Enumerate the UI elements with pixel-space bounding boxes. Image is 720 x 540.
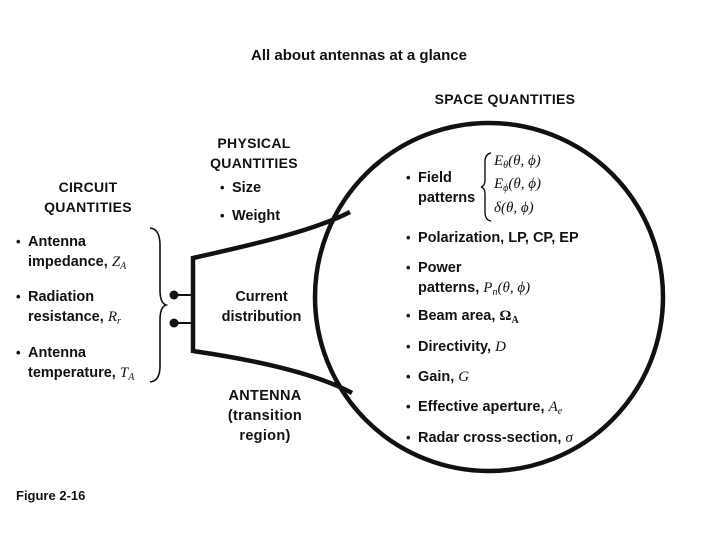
bullet: • <box>406 399 411 414</box>
bullet: • <box>220 180 225 195</box>
temperature-line-1: Antenna <box>28 345 86 361</box>
current-line-1: Current <box>235 289 288 305</box>
physical-size-label: Size <box>232 180 262 196</box>
radar-cross-section-item <box>406 428 573 448</box>
bullet: • <box>406 430 411 445</box>
bullet: • <box>406 308 411 323</box>
impedance-symbol: $Z_A$ <box>111 254 127 272</box>
physical-item-size <box>220 178 262 198</box>
current-distribution-label <box>204 287 319 327</box>
bullet: • <box>16 289 21 304</box>
terminal-dot-top <box>170 291 179 300</box>
bullet: • <box>406 339 411 354</box>
bullet: • <box>406 170 411 185</box>
power-patterns-line-1: Power <box>418 260 462 276</box>
power-patterns-line-2: patterns, <box>418 280 480 296</box>
radar-cross-section-symbol: σ <box>565 430 573 446</box>
directivity-label: Directivity, <box>418 339 492 355</box>
field-pattern-e-theta: $E_\theta(\theta$, ϕ) <box>494 153 541 171</box>
power-patterns-item <box>406 258 531 303</box>
resistance-symbol: $R_r$ <box>107 309 121 327</box>
physical-quantities-heading <box>195 133 313 173</box>
resistance-line-1: Radiation <box>28 289 95 305</box>
resistance-line-2: resistance, <box>28 309 104 325</box>
beam-area-item <box>406 306 519 331</box>
directivity-item <box>406 337 506 357</box>
physical-heading-line-2: QUANTITIES <box>210 155 298 171</box>
physical-heading-line-1: PHYSICAL <box>217 135 291 151</box>
circuit-brace <box>150 228 166 382</box>
antenna-label-line-1: ANTENNA <box>228 388 302 404</box>
bullet: • <box>220 208 225 223</box>
bullet: • <box>406 260 411 275</box>
figure-caption: Figure 2-16 <box>16 488 86 503</box>
radiation-resistance-item <box>16 287 121 332</box>
directivity-symbol: D <box>495 339 506 355</box>
radar-cross-section-label: Radar cross-section, <box>418 430 562 446</box>
field-pattern-delta: δ(θ, ϕ) <box>494 200 534 216</box>
terminal-dot-bottom <box>170 319 179 328</box>
impedance-line-1: Antenna <box>28 234 86 250</box>
polarization-item <box>406 228 579 248</box>
effective-aperture-symbol: $A_e$ <box>548 399 563 417</box>
field-patterns-label <box>406 168 476 208</box>
antenna-temperature-item <box>16 343 135 388</box>
physical-weight-label: Weight <box>232 208 281 224</box>
gain-label: Gain, <box>418 369 455 385</box>
bullet: • <box>16 345 21 360</box>
antenna-label-line-2: (transition <box>227 408 303 424</box>
field-patterns-line-1: Field <box>418 170 452 186</box>
beam-area-label: Beam area, <box>418 308 496 324</box>
physical-item-weight <box>220 206 281 226</box>
field-patterns-line-2: patterns <box>418 190 476 206</box>
bullet: • <box>406 369 411 384</box>
field-patterns-brace <box>481 153 491 221</box>
circuit-heading-line-2: QUANTITIES <box>44 199 132 215</box>
antenna-region-label <box>205 386 325 446</box>
field-pattern-e-phi: $E_\phi(\theta$, ϕ) <box>494 176 541 194</box>
effective-aperture-item <box>406 397 563 422</box>
gain-item <box>406 367 470 387</box>
circuit-quantities-heading <box>28 177 148 217</box>
impedance-line-2: impedance, <box>28 254 108 270</box>
antenna-label-line-3: region) <box>239 428 291 444</box>
page-title: All about antennas at a glance <box>251 47 467 64</box>
temperature-symbol: $T_A$ <box>119 365 135 383</box>
bullet: • <box>16 234 21 249</box>
current-line-2: distribution <box>221 309 302 325</box>
temperature-line-2: temperature, <box>28 365 116 381</box>
beam-area-symbol: $\Omega_A$ <box>499 308 519 326</box>
polarization-label: Polarization, LP, CP, EP <box>418 230 579 246</box>
space-quantities-heading: SPACE QUANTITIES <box>434 91 576 107</box>
bullet: • <box>406 230 411 245</box>
antenna-impedance-item <box>16 232 127 277</box>
power-patterns-symbol: $P_n(\theta$, ϕ) <box>483 280 531 298</box>
gain-symbol: G <box>458 369 470 385</box>
effective-aperture-label: Effective aperture, <box>418 399 545 415</box>
circuit-heading-line-1: CIRCUIT <box>58 179 118 195</box>
